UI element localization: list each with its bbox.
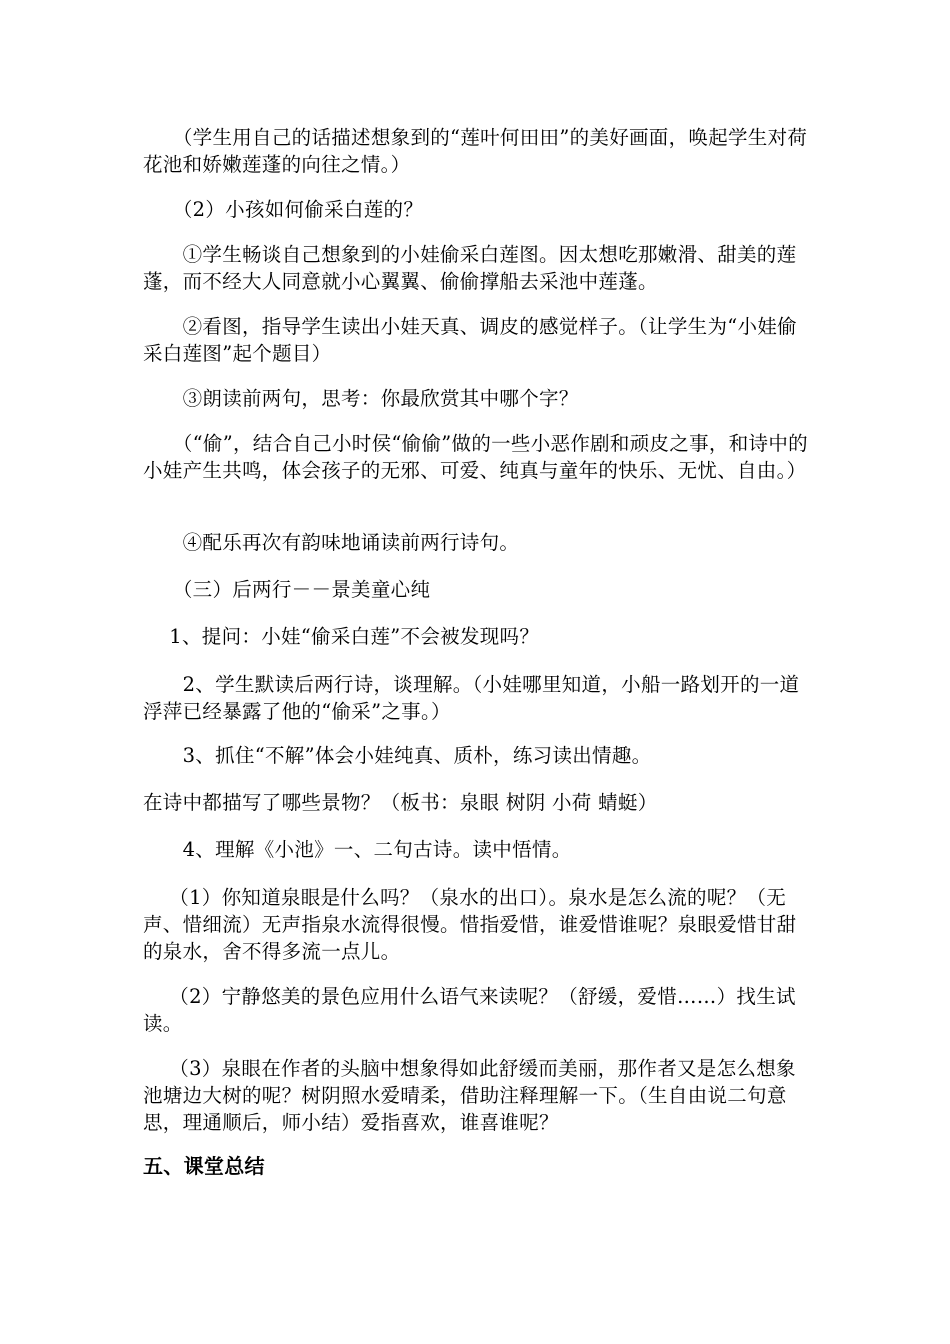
- paragraph-question-2: （2）小孩如何偷采白莲的？: [143, 198, 424, 221]
- paragraph-point-1: 1、提问：小娃“偷采白莲”不会被发现吗？: [143, 625, 540, 648]
- paragraph-step-1: ①学生畅谈自己想象到的小娃偷采白莲图。因太想吃那嫩滑、甜美的莲蓬，而不经大人同意就小心翼翼、偷偷撑船去采池中莲蓬。: [143, 243, 797, 293]
- paragraph-point-4: 4、理解《小池》一、二句古诗。读中悟情。: [143, 838, 572, 861]
- paragraph-point-3: 3、抓住“不解”体会小娃纯真、质朴，练习读出情趣。: [143, 744, 652, 767]
- paragraph-tou-explanation: （“偷”，结合自己小时侯“偷偷”做的一些小恶作剧和顽皮之事，和诗中的小娃产生共鸣，体会孩子的无邪、可爱、纯真与童年的快乐、无忧、自由。）: [143, 432, 808, 482]
- paragraph-section-3: （三）后两行－－景美童心纯: [143, 578, 431, 601]
- paragraph-step-3: ③朗读前两句，思考：你最欣赏其中哪个字？: [143, 387, 579, 410]
- paragraph-sub-3: （3）泉眼在作者的头脑中想象得如此舒缓而美丽，那作者又是怎么想象池塘边大树的呢？树阴照水爱晴柔，借助注释理解一下。（生自由说二句意思，理通顺后，师小结）爱指喜欢，谁喜谁呢？: [143, 1057, 796, 1134]
- paragraph-imagine-lotus: （学生用自己的话描述想象到的“莲叶何田田”的美好画面，唤起学生对荷花池和娇嫩莲蓬的向往之情。）: [143, 126, 808, 176]
- paragraph-sub-2: （2）宁静悠美的景色应用什么语气来读呢？（舒缓，爱惜……）找生试读。: [143, 985, 796, 1035]
- paragraph-step-2: ②看图，指导学生读出小娃天真、调皮的感觉样子。（让学生为“小娃偷采白莲图”起个题目）: [143, 315, 797, 365]
- paragraph-point-2: 2、学生默读后两行诗，谈理解。（小娃哪里知道，小船一路划开的一道浮萍已经暴露了他的“偷采”之事。）: [143, 673, 800, 723]
- paragraph-scenery: 在诗中都描写了哪些景物？（板书：泉眼 树阴 小荷 蜻蜓）: [143, 791, 658, 814]
- section-heading: 五、课堂总结: [143, 1154, 265, 1178]
- paragraph-step-4: ④配乐再次有韵味地诵读前两行诗句。: [143, 531, 520, 554]
- paragraph-sub-1: （1）你知道泉眼是什么吗？（泉水的出口）。泉水是怎么流的呢？（无声、惜细流）无声指泉水流得很慢。惜指爱惜，谁爱惜谁呢？泉眼爱惜甘甜的泉水，舍不得多流一点儿。: [143, 886, 797, 963]
